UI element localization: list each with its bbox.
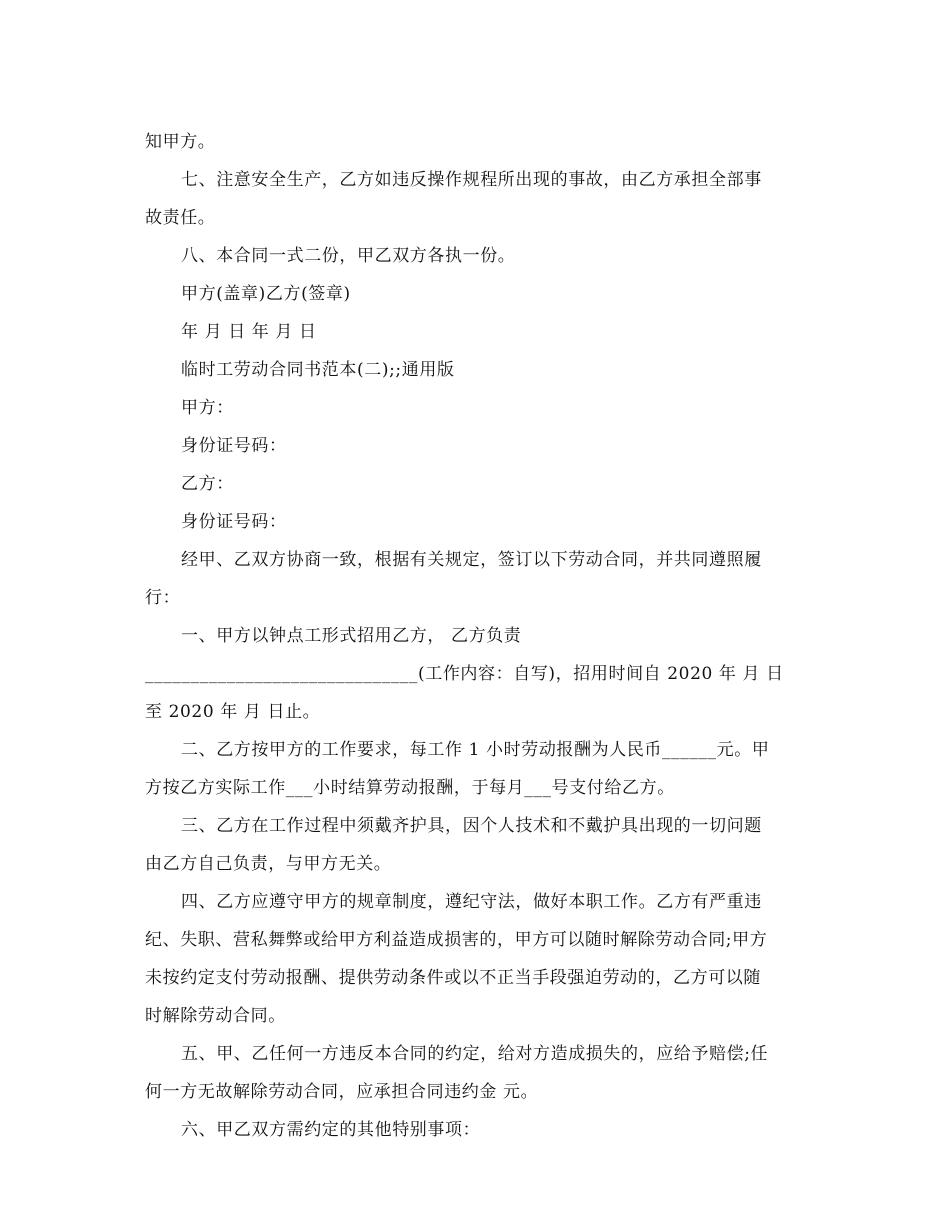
text-line: 何一方无故解除劳动合同，应承担合同违约金 元。	[145, 1082, 539, 1102]
text-line: 由乙方自己负责，与甲方无关。	[145, 854, 392, 874]
text-line: 乙方：	[181, 474, 234, 494]
text-line: 甲方：	[181, 398, 234, 418]
text-line: 五、甲、乙任何一方违反本合同的约定，给对方造成损失的，应给予赔偿;任	[181, 1044, 769, 1064]
text-line: 七、注意安全生产，乙方如违反操作规程所出现的事故，由乙方承担全部事	[181, 170, 762, 190]
text-line: 临时工劳动合同书范本(二);;通用版	[181, 360, 455, 380]
text-line: 四、乙方应遵守甲方的规章制度，遵纪守法，做好本职工作。乙方有严重违	[181, 892, 762, 912]
text-line: 至 2020 年 月 日止。	[145, 702, 321, 722]
text-line: 一、甲方以钟点工形式招用乙方， 乙方负责	[181, 626, 522, 646]
text-line: 甲方(盖章)乙方(签章)	[181, 284, 351, 304]
text-line: 经甲、乙双方协商一致，根据有关规定，签订以下劳动合同，并共同遵照履	[181, 550, 762, 570]
text-line: 年 月 日 年 月 日	[181, 322, 317, 342]
text-line: 纪、失职、营私舞弊或给甲方利益造成损害的，甲方可以随时解除劳动合同;甲方	[145, 930, 768, 950]
text-line: 二、乙方按甲方的工作要求，每工作 1 小时劳动报酬为人民币______元。甲	[181, 740, 770, 760]
text-line: 故责任。	[145, 208, 216, 228]
text-line: 身份证号码：	[181, 436, 287, 456]
text-line: 方按乙方实际工作___小时结算劳动报酬，于每月___号支付给乙方。	[145, 778, 675, 798]
text-line: 未按约定支付劳动报酬、提供劳动条件或以不正当手段强迫劳动的，乙方可以随	[145, 968, 761, 988]
text-line: 身份证号码：	[181, 512, 287, 532]
text-line: 知甲方。	[145, 132, 216, 152]
text-line: 三、乙方在工作过程中须戴齐护具，因个人技术和不戴护具出现的一切问题	[181, 816, 762, 836]
text-line: 六、甲乙双方需约定的其他特别事项：	[181, 1120, 481, 1140]
text-line: 八、本合同一式二份，甲乙双方各执一份。	[181, 246, 516, 266]
text-line: 行：	[145, 588, 181, 608]
text-line: ______________________________(工作内容：自写)，招用时间自 2020 年 月 日	[145, 664, 784, 684]
text-line: 时解除劳动合同。	[145, 1006, 286, 1026]
